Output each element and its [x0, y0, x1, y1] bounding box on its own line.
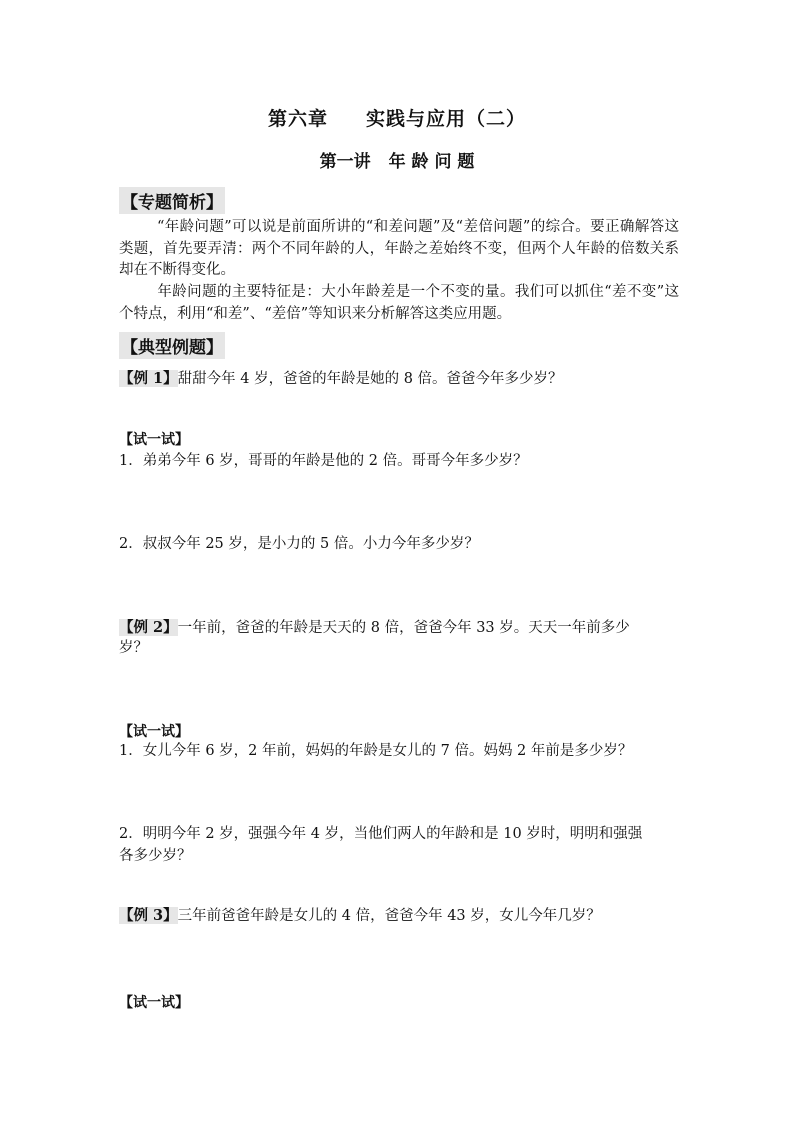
example-2-tag: 【例 2】: [119, 619, 178, 636]
try-2-question-1: 1．女儿今年 6 岁，2 年前，妈妈的年龄是女儿的 7 倍。妈妈 2 年前是多少岁？: [119, 743, 633, 759]
example-1-text: 甜甜今年 4 岁，爸爸的年龄是她的 8 倍。爸爸今年多少岁？: [177, 371, 563, 387]
analysis-paragraph-1: [119, 217, 679, 282]
try-3-heading: 【试一试】: [119, 995, 189, 1011]
try-2-question-2: 2．明明今年 2 岁，强强今年 4 岁，当他们两人的年龄和是 10 岁时，明明和强强: [119, 826, 643, 842]
try-1-question-2: 2．叔叔今年 25 岁，是小力的 5 倍。小力今年多少岁？: [119, 536, 479, 552]
examples-heading: 【典型例题】: [119, 332, 225, 359]
example-3-tag: 【例 3】: [119, 907, 178, 924]
lecture-label: 第一讲: [319, 152, 371, 172]
example-1: [119, 368, 563, 390]
example-2-text: 一年前，爸爸的年龄是天天的 8 倍，爸爸今年 33 岁。天天一年前多少: [177, 620, 630, 636]
example-2: [119, 617, 630, 639]
lecture-name: 年 龄 问 题: [388, 152, 475, 172]
analysis-paragraph-2-text: 年龄问题的主要特征是：大小年龄差是一个不变的量。我们可以抓住“差不变”这个特点，利用“和差”、“差倍”等知识来分析解答这类应用题。: [119, 284, 679, 322]
analysis-paragraph-1-text: “年龄问题”可以说是前面所讲的“和差问题”及“差倍问题”的综合。要正确解答这类题，首先要弄清：两个不同年龄的人，年龄之差始终不变，但两个人年龄的倍数关系却在不断得变化。: [119, 219, 679, 278]
example-1-tag: 【例 1】: [119, 370, 178, 387]
analysis-paragraph-2: [119, 282, 679, 325]
chapter-label: 第六章: [267, 108, 328, 130]
lecture-title: [0, 147, 794, 172]
try-2-heading: 【试一试】: [119, 724, 189, 740]
analysis-heading: 【专题简析】: [119, 187, 225, 214]
try-1-question-1: 1．弟弟今年 6 岁，哥哥的年龄是他的 2 倍。哥哥今年多少岁？: [119, 453, 528, 469]
example-3: [119, 905, 601, 927]
example-2-line-2: 岁？: [119, 640, 148, 656]
example-3-text: 三年前爸爸年龄是女儿的 4 倍，爸爸今年 43 岁，女儿今年几岁？: [177, 908, 601, 924]
try-2-question-2-line-2: 各多少岁？: [119, 848, 192, 864]
try-1-heading: 【试一试】: [119, 432, 189, 448]
chapter-title: [0, 104, 794, 131]
chapter-name: 实践与应用（二）: [366, 108, 527, 130]
